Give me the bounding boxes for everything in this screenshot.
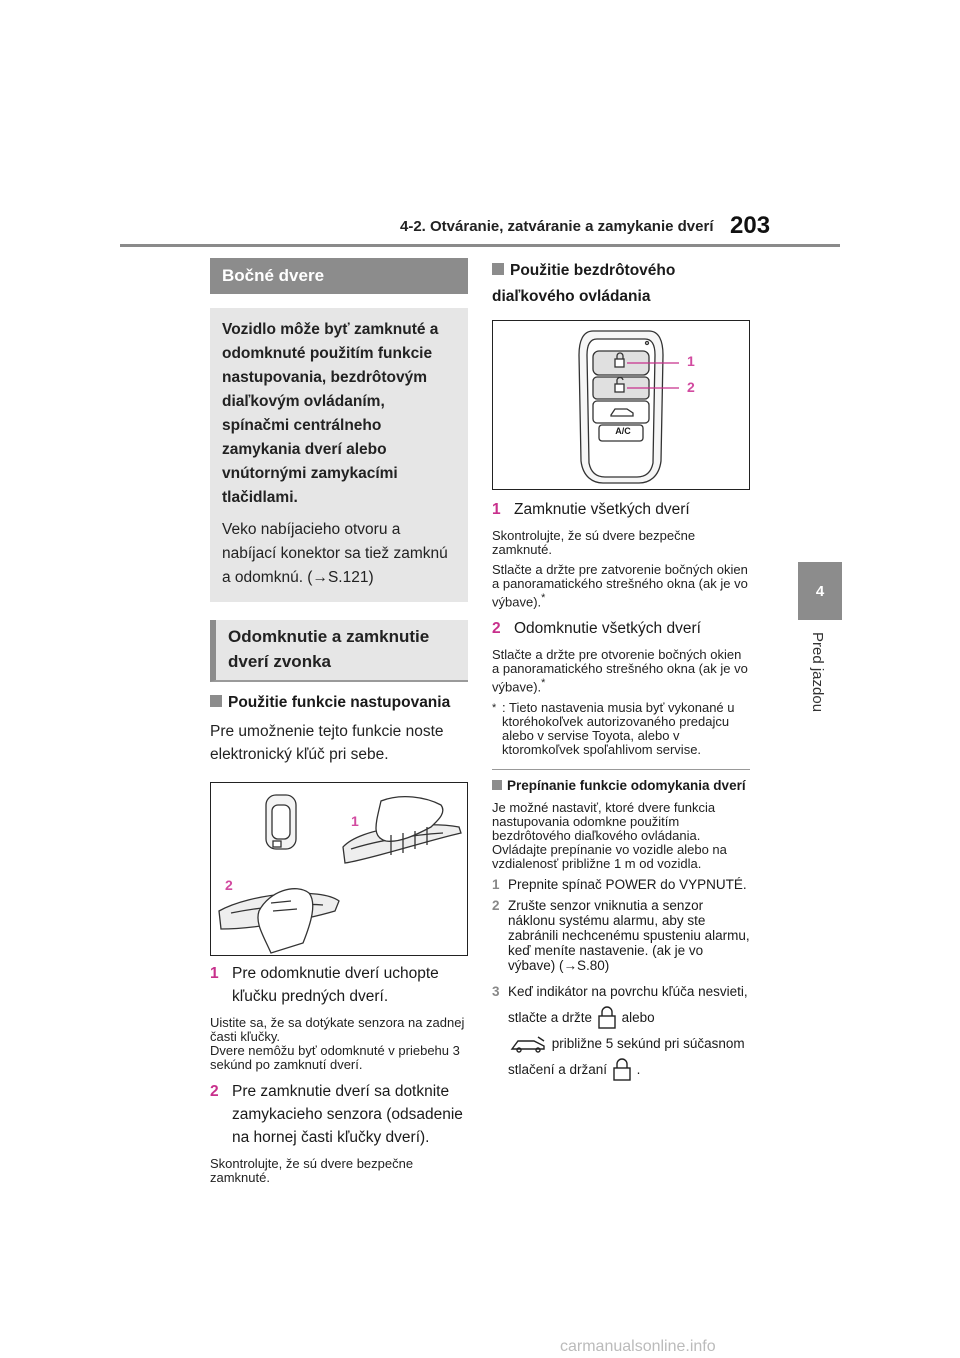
figure-door-handle (210, 782, 468, 956)
section-title-side-doors: Bočné dvere (210, 258, 468, 294)
door-handle-illustration (211, 783, 467, 955)
info-box (210, 308, 468, 602)
intro-text: Pre umožnenie tejto funkcie noste elektronický kľúč pri sebe. (210, 723, 444, 763)
switch-intro: Je možné nastaviť, ktoré dvere funkcia nastupovania odomkne použitím bezdrôtového diaľkového ovládania. Ovládajte prepínanie vo vozidle alebo na vzdialenosť približne 1 m od vozidla. (492, 799, 727, 871)
left-column (210, 258, 468, 1185)
square-bullet-icon (492, 780, 502, 790)
chapter-tab: 4 (798, 562, 842, 620)
key-fob-illustration (493, 321, 749, 489)
info-box-normal: Veko nabíjacieho otvoru a nabíjací konektor sa tiež zamknú a odomknú. (→S.121) (222, 521, 448, 586)
step-1: 1 Pre odomknutie dverí uchopte kľučku predných dverí. (210, 965, 439, 1005)
right-column (492, 258, 750, 1083)
remote-step-2: 2 Odomknutie všetkých dverí (492, 620, 701, 638)
lock-icon (596, 1006, 618, 1030)
section-title-unlock-outside: Odomknutie a zamknutie dverí zvonka (210, 620, 468, 682)
square-bullet-icon (210, 695, 222, 707)
lock-icon (611, 1058, 633, 1082)
remote-step-1-note-2: Stlačte a držte pre zatvorenie bočných okien a panoramatického strešného okna (ak je vo výbave).* (492, 562, 748, 610)
switch-step-1: 1 Prepnite spínač POWER do VYPNUTÉ. (492, 876, 747, 892)
switch-step-2: 2 Zrušte senzor vniknutia a senzor náklonu systému alarmu, aby ste zabránili nechcenému spusteniu alarmu, keď meníte nastavenie. (ak je vo výbave) (→S.80) (492, 897, 750, 973)
step-2: 2 Pre zamknutie dverí sa dotknite zamykacieho senzora (odsadenie na hornej časti kľučky dverí). (210, 1083, 463, 1146)
section-header: 4-2. Otváranie, zatváranie a zamykanie dverí (400, 218, 714, 235)
chapter-title: Pred jazdou (809, 632, 826, 713)
divider (492, 769, 750, 770)
step-1-note-2: Dvere nemôžu byť odomknuté v priebehu 3 sekúnd po zamknutí dverí. (210, 1043, 460, 1072)
subsection-title-remote: Použitie bezdrôtového diaľkového ovládania (492, 262, 676, 305)
ac-button-label: A/C (615, 426, 631, 436)
remote-step-1-note: Skontrolujte, že sú dvere bezpečne zamknuté. (492, 528, 696, 557)
watermark: carmanualsonline.info (560, 1338, 716, 1355)
step-1-note: Uistite sa, že sa dotýkate senzora na zadnej časti kľučky. (210, 1015, 465, 1044)
remote-step-2-note: Stlačte a držte pre otvorenie bočných okien a panoramatického strešného okna (ak je vo výbave).* (492, 647, 748, 695)
chapter-label (804, 632, 828, 752)
step-2-note: Skontrolujte, že sú dvere bezpečne zamknuté. (210, 1156, 414, 1185)
figure-label-2: 2 (687, 379, 695, 395)
switch-step-3: 3 Keď indikátor na povrchu kľúča nesvieti, stlačte a držte alebo približne 5 sekúnd pri súčasnom stlačení a držaní . (492, 979, 750, 1083)
remote-step-1: 1 Zamknutie všetkých dverí (492, 501, 690, 518)
figure-label-1: 1 (687, 353, 695, 369)
footnote: * : Tieto nastavenia musia byť vykonané u ktoréhokoľvek autorizovaného predajcu alebo v servise Toyota, alebo v ktoromkoľvek spoľahlivom servise. (492, 699, 735, 757)
switch-title: Prepínanie funkcie odomykania dverí (492, 778, 750, 793)
figure-key-fob (492, 320, 750, 490)
figure-label-2: 2 (225, 877, 233, 893)
figure-label-1: 1 (351, 813, 359, 829)
car-back-door-icon (508, 1034, 548, 1054)
page-number: 203 (730, 212, 771, 239)
subsection-title-entry: Použitie funkcie nastupovania (210, 692, 468, 714)
header-rule (120, 244, 840, 247)
square-bullet-icon (492, 263, 504, 275)
info-box-bold: Vozidlo môže byť zamknuté a odomknuté použitím funkcie nastupovania, bezdrôtovým diaľkovým ovládaním, spínačmi centrálneho zamykania dverí alebo vnútornými zamykacími tlačidlami. (222, 321, 439, 506)
